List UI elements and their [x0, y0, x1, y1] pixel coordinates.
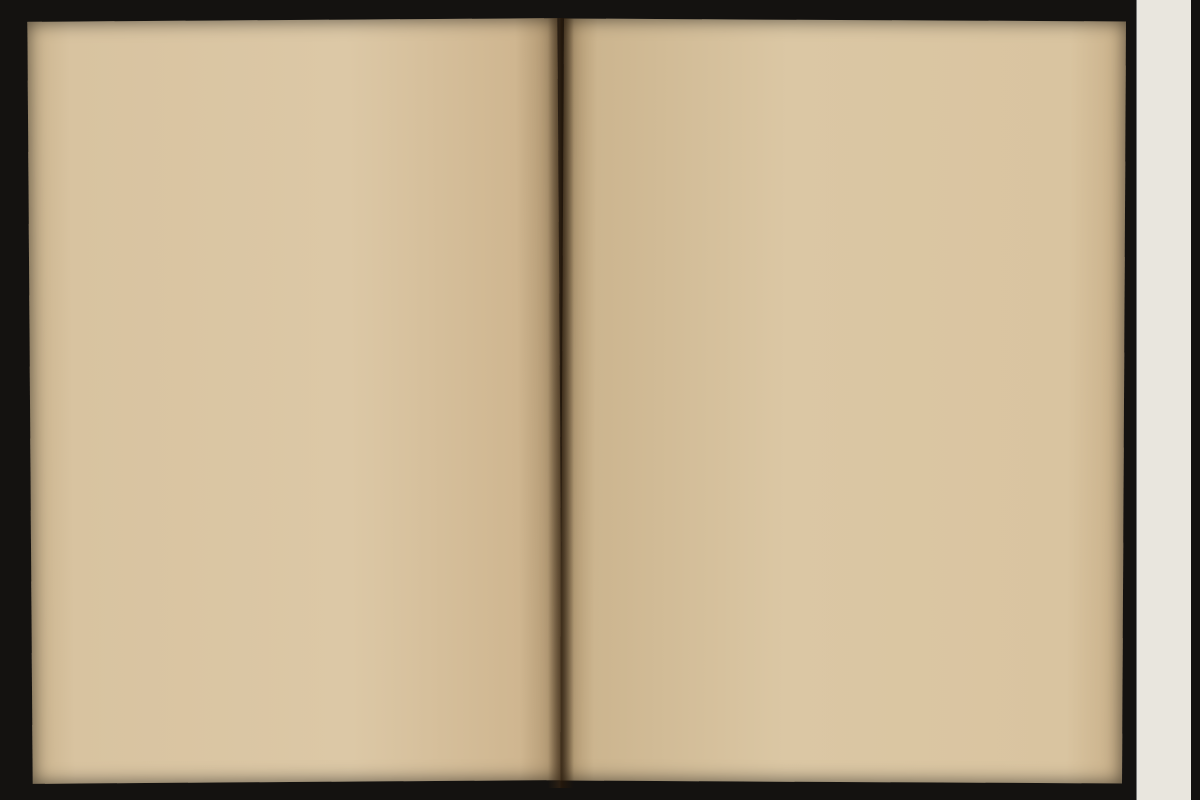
watermark-logo: [380, 260, 620, 520]
measurement-ruler: [1136, 0, 1191, 800]
right-page: [560, 19, 1126, 784]
